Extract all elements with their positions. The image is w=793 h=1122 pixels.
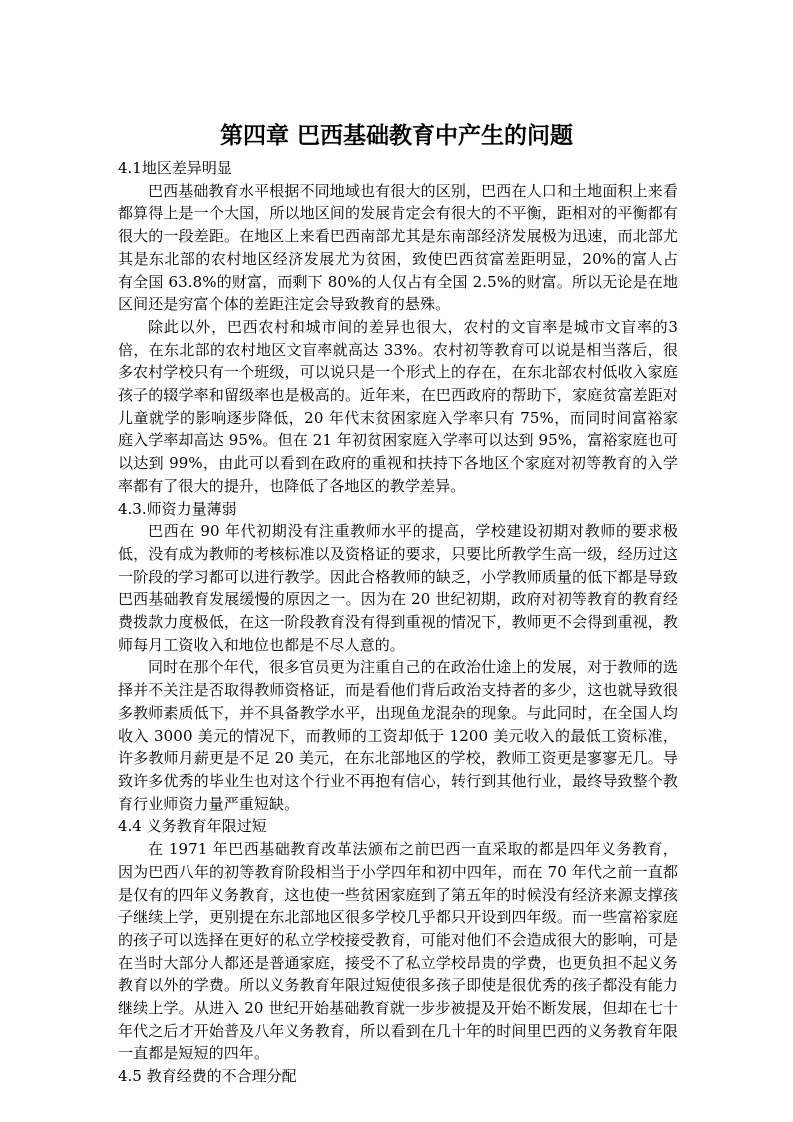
section-heading-4-1: 4.1地区差异明显 bbox=[118, 159, 232, 177]
section-heading-4-5: 4.5 教育经费的不合理分配 bbox=[118, 1067, 297, 1086]
section-heading-4-4: 4.4 义务教育年限过短 bbox=[118, 817, 267, 836]
paragraph: 在 1971 年巴西基础教育改革法颁布之前巴西一直采取的都是四年义务教育，因为巴西八年的初等教育阶段相当于小学四年和初中四年，而在 70 年代之前一直都是仅有的四年义务教育，这也使一些贫困家庭到了第五年的时候没有经济来源支撑孩子继续上学，更别提在东北部地区很多学校几乎都只开设到四年级。而一些富裕家庭的孩子可以选择在更好的私立学校接受教育，可能对他们不会造成很大的影响，可是在当时大部分人都还是普通家庭，接受不了私立学校昂贵的学费，也更负担不起义务教育以外的学费。所以义务教育年限过短使很多孩子即使是很优秀的孩子都没有能力继续上学。从进入 20 世纪开始基础教育就一步步被提及开始不断发展，但却在七十年代之后才开始普及八年义务教育，所以看到在几十年的时间里巴西的义务教育年限一直都是短短的四年。 bbox=[118, 840, 678, 1063]
paragraph: 巴西在 90 年代初期没有注重教师水平的提高，学校建设初期对教师的要求极低，没有成为教师的考核标准以及资格证的要求，只要比所教学生高一级，经历过这一阶段的学习都可以进行教学。因此合格教师的缺乏，小学教师质量的低下都是导致巴西基础教育发展缓慢的原因之一。因为在 20 世纪初期，政府对初等教育的教育经费拨款力度极低，在这一阶段教育没有得到重视的情况下，教师更不会得到重视，教师每月工资收入和地位也都是不尽人意的。 bbox=[118, 522, 678, 654]
document-body bbox=[118, 157, 678, 1088]
paragraph: 除此以外，巴西农村和城市间的差异也很大，农村的文盲率是城市文盲率的3 倍，在东北部的农村地区文盲率就高达 33%。农村初等教育可以说是相当落后，很多农村学校只有一个班级，可以说只是一个形式上的存在，在东北部农村低收入家庭孩子的辍学率和留级率也是极高的。近年来，在巴西政府的帮助下，家庭贫富差距对儿童就学的影响逐步降低，20 年代末贫困家庭入学率只有 75%，而同时间富裕家庭入学率却高达 95%。但在 21 年初贫困家庭入学率可以达到 95%，富裕家庭也可以达到 99%，由此可以看到在政府的重视和扶持下各地区个家庭对初等教育的入学率都有了很大的提升，也降低了各地区的教学差异。 bbox=[118, 317, 678, 495]
paragraph: 巴西基础教育水平根据不同地域也有很大的区别，巴西在人口和土地面积上来看都算得上是一个大国，所以地区间的发展肯定会有很大的不平衡，距相对的平衡都有很大的一段差距。在地区上来看巴西南部尤其是东南部经济发展极为迅速，而北部尤其是东北部的农村地区经济发展尤为贫困，致使巴西贫富差距明显，20%的富人占有全国 63.8%的财富，而剩下 80%的人仅占有全国 2.5%的财富。所以无论是在地区间还是穷富个体的差距注定会导致教育的悬殊。 bbox=[118, 181, 678, 314]
paragraph: 同时在那个年代，很多官员更为注重自己的在政治仕途上的发展，对于教师的选择并不关注是否取得教师资格证，而是看他们背后政治支持者的多少，这也就导致很多教师素质低下，并不具备教学水平，出现鱼龙混杂的现象。与此同时，在全国人均收入 3000 美元的情况下，而教师的工资却低于 1200 美元收入的最低工资标准，许多教师月薪更是不足 20 美元，在东北部地区的学校，教师工资更是寥寥无几。导致许多优秀的毕业生也对这个行业不再抱有信心，转行到其他行业，最终导致整个教育行业师资力量严重短缺。 bbox=[118, 658, 678, 813]
chapter-title: 第四章 巴西基础教育中产生的问题 bbox=[219, 123, 573, 149]
section-heading-4-3: 4.3.师资力量薄弱 bbox=[118, 499, 237, 518]
